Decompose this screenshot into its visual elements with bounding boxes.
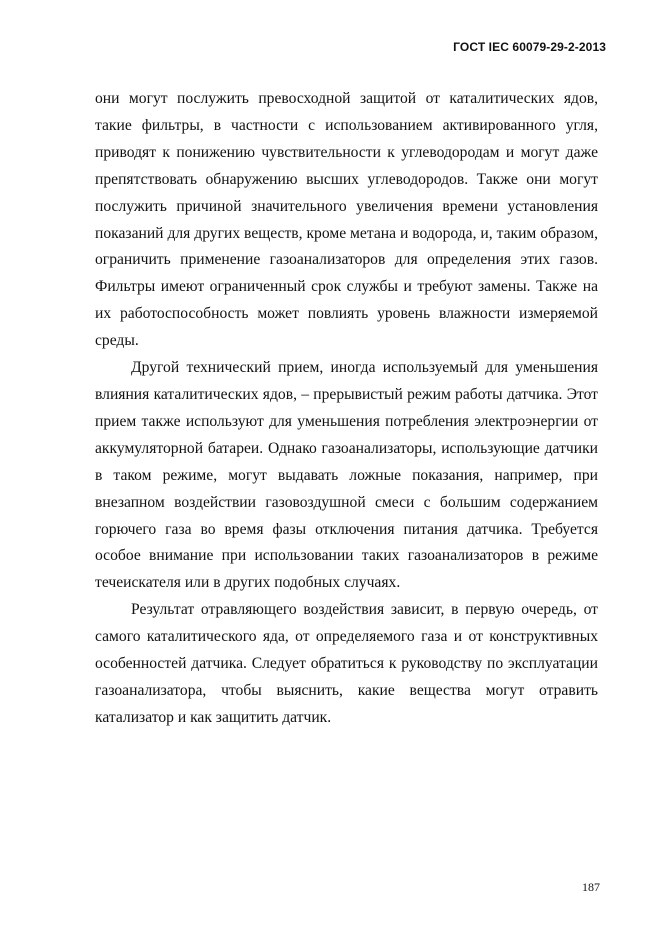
- page-number: 187: [582, 880, 600, 894]
- paragraph-poisoning-result: Результат отравляющего воздействия зависит, в первую очередь, от самого каталитического яда, от определяемого газа и от конструктивных особенностей датчика. Следует обратиться к руководству по эксплуатации газоанализатора, чтобы выяснить, какие вещества могут отравить катализатор и как защитить датчик.: [95, 601, 598, 726]
- paragraph-intermittent-mode: Другой технический прием, иногда используемый для уменьшения влияния каталитических ядов, – прерывистый режим работы датчика. Этот прием также используют для уменьшения потребления электроэнергии от аккумуляторной батареи. Однако газоанализаторы, использующие датчики в таком режиме, могут выдавать ложные показания, например, при внезапном воздействии газовоздушной смеси с большим содержанием горючего газа во время фазы отключения питания датчика. Требуется особое внимание при использовании таких газоанализаторов в режиме течеискателя или в других подобных случаях.: [95, 359, 598, 592]
- paragraph-continued: они могут послужить превосходной защитой от каталитических ядов, такие фильтры, в частности с использованием активированного угля, приводят к понижению чувствительности к углеводородам и могут даже препятствовать обнаружению высших углеводородов. Также они могут послужить причиной значительного увеличения времени установления показаний для других веществ, кроме метана и водорода, и, таким образом, ограничить применение газоанализаторов для определения этих газов. Фильтры имеют ограниченный срок службы и требуют замены. Также на их работоспособность может повлиять уровень влажности измеряемой среды.: [95, 90, 598, 350]
- page-header-standard: ГОСТ IEC 60079-29-2-2013: [453, 40, 606, 54]
- body-text: [95, 86, 598, 732]
